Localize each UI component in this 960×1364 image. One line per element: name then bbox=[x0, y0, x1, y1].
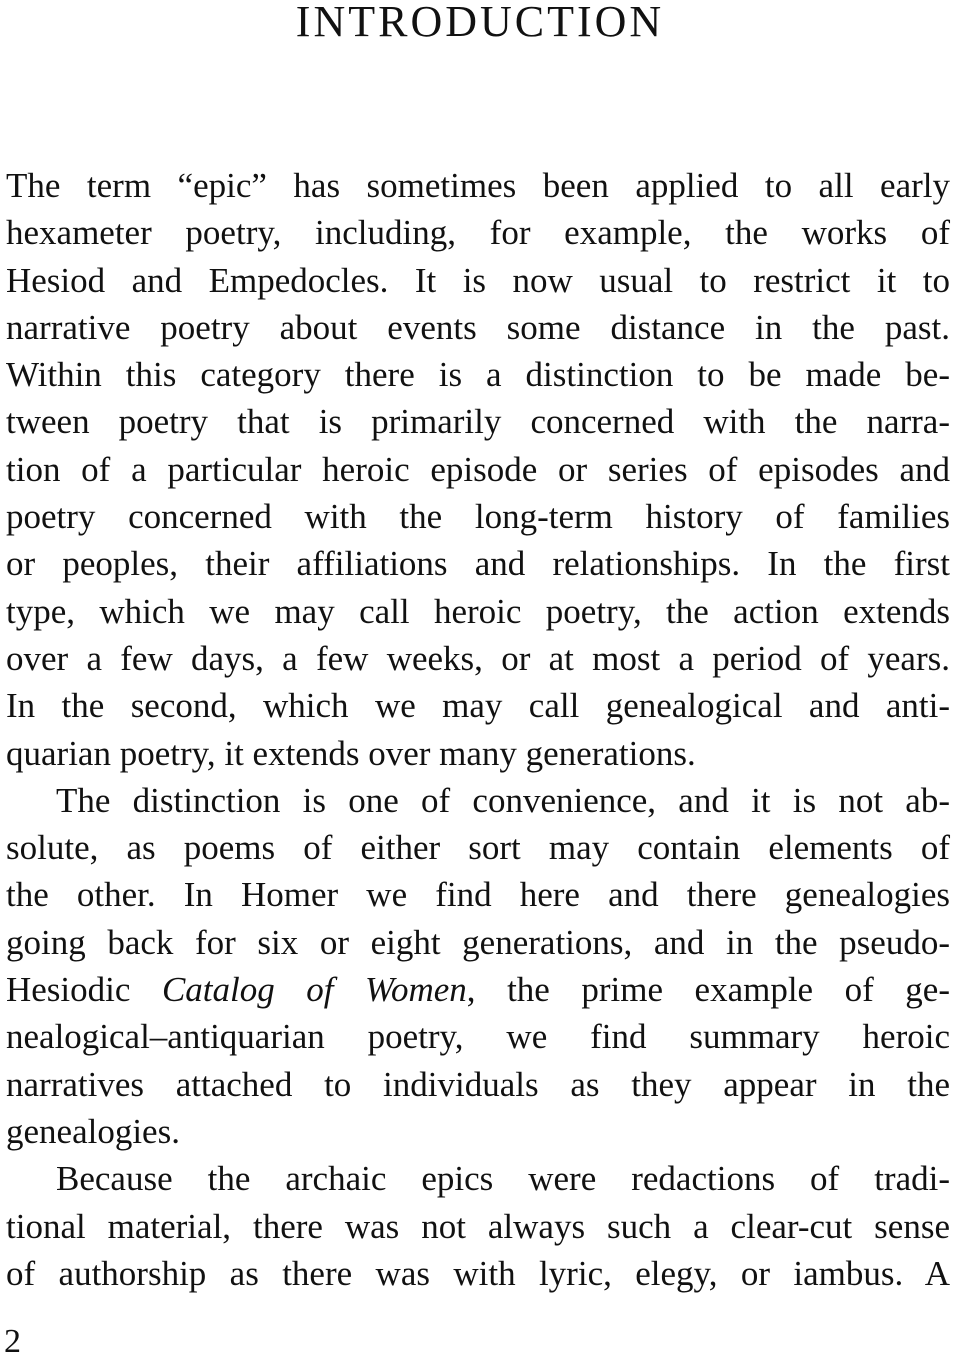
text-line: narrative poetry about events some distance in the past. bbox=[6, 307, 950, 347]
text-line: genealogies. bbox=[6, 1111, 180, 1151]
text-line: poetry concerned with the long-term history of families bbox=[6, 497, 950, 537]
text-line: nealogical–antiquarian poetry, we find summary heroic bbox=[6, 1017, 950, 1057]
book-title: Catalog of Women bbox=[161, 970, 467, 1010]
text-line: going back for six or eight generations, and in the pseudo- bbox=[6, 922, 950, 962]
text-line: over a few days, a few weeks, or at most a period of years. bbox=[6, 638, 950, 678]
text-line: The term “epic” has sometimes been applied to all early bbox=[6, 166, 950, 205]
text-line: hexameter poetry, including, for example, the works of bbox=[6, 213, 950, 253]
text-line: tion of a particular heroic episode or series of episodes and bbox=[6, 449, 950, 489]
text-line: narratives attached to individuals as they appear in the bbox=[6, 1064, 950, 1104]
text-line: tween poetry that is primarily concerned with the narra- bbox=[6, 402, 950, 442]
text-line: type, which we may call heroic poetry, the action extends bbox=[6, 591, 950, 631]
text-line: solute, as poems of either sort may contain elements of bbox=[6, 828, 950, 868]
text-line: Within this category there is a distinction to be made be- bbox=[6, 355, 950, 395]
chapter-title: INTRODUCTION bbox=[295, 0, 665, 46]
body-text bbox=[6, 162, 950, 1297]
text-line: tional material, there was not always such a clear-cut sense bbox=[6, 1206, 950, 1246]
page-number: 2 bbox=[4, 1323, 21, 1360]
text-line: In the second, which we may call genealogical and anti- bbox=[6, 686, 950, 726]
text-line: the other. In Homer we find here and there genealogies bbox=[6, 875, 950, 915]
text-line: The distinction is one of convenience, and it is not ab- bbox=[56, 780, 950, 820]
text-line: Because the archaic epics were redactions of tradi- bbox=[56, 1159, 950, 1199]
text-line: Hesiod and Empedocles. It is now usual to restrict it to bbox=[6, 260, 950, 300]
text-segment: Hesiodic bbox=[6, 970, 162, 1010]
text-line: of authorship as there was with lyric, elegy, or iambus. A bbox=[6, 1253, 950, 1293]
text-line: or peoples, their affiliations and relationships. In the first bbox=[6, 544, 950, 584]
text-line-with-title bbox=[6, 966, 950, 1013]
text-line: quarian poetry, it extends over many generations. bbox=[6, 733, 696, 773]
text-segment: , the prime example of ge- bbox=[466, 970, 950, 1010]
